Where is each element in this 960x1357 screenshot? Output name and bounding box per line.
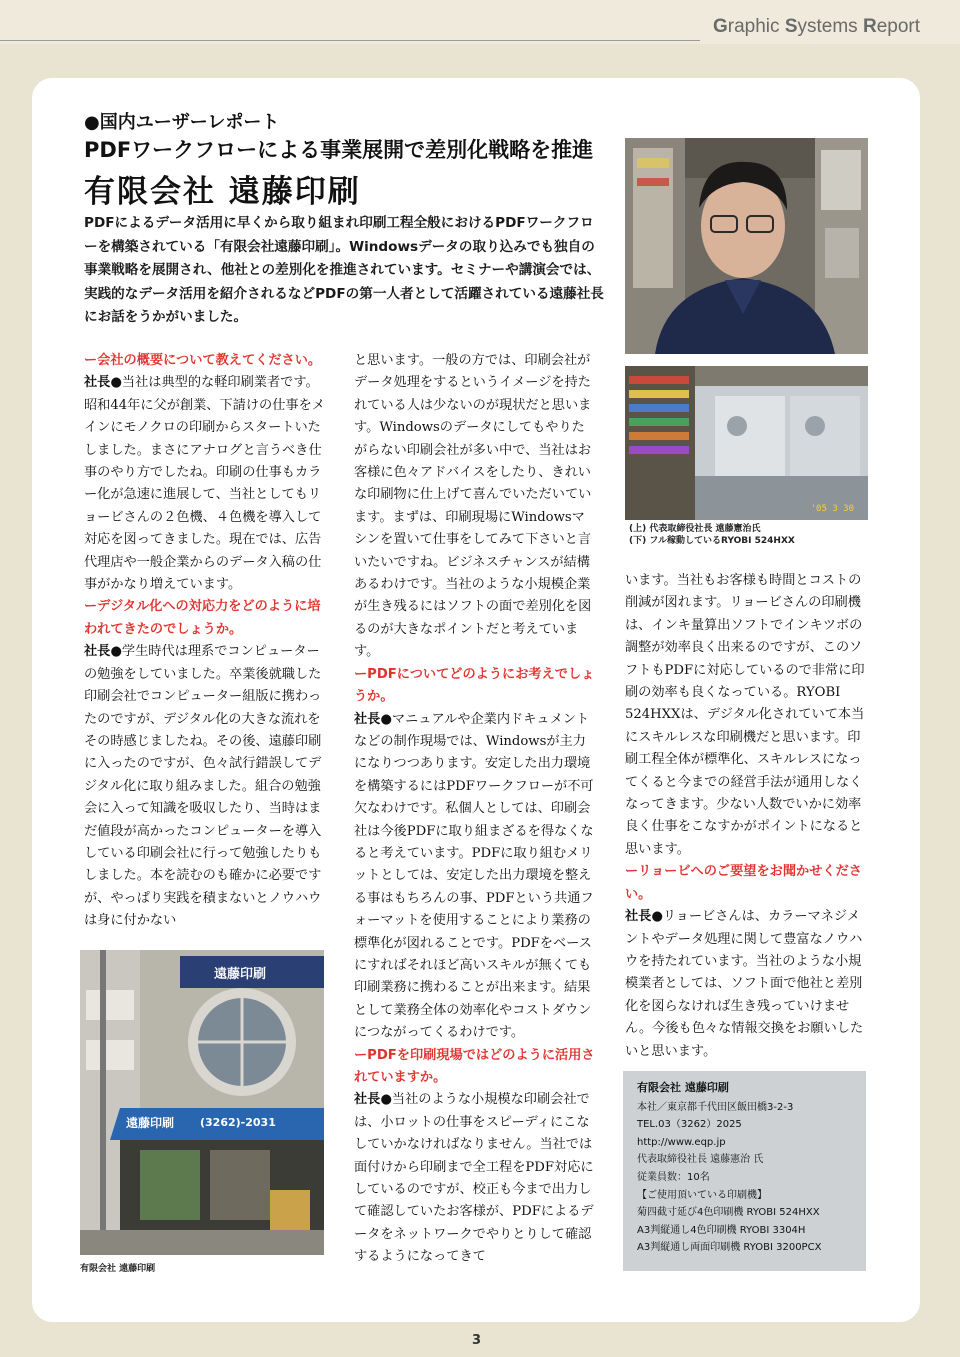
speaker-label: 社長●: [354, 711, 392, 727]
date-stamp: '05 3 30: [810, 504, 854, 514]
question-heading: ーデジタル化への対応力をどのように培われてきたのでしょうか。: [84, 599, 321, 637]
publication-title: Graphic Systems Report: [713, 16, 920, 37]
info-press-item: 菊四截寸延び4色印刷機 RYOBI 524HXX: [637, 1207, 820, 1219]
info-url: http://www.eqp.jp: [637, 1136, 726, 1148]
answer-paragraph: います。当社もお客様も時間とコストの削減が図れます。リョービさんの印刷機は、インキ量算出ソフトでインキツボの調整が効率良く出来るのですが、このソフトもPDFに対応しているので非常に印刷の効率も良くなっている。RYOBI 524HXXは、デジタル化されていて本当にスキルレスな印刷機だと思います。印刷工程全体が標準化、スキルレスになってくると今までの経営手法が通用しなくなってきます。少ない人数でいかに効率良く仕事をこなすかがポイントになると思います。: [625, 573, 865, 857]
info-employees: 従業員数：10名: [637, 1171, 710, 1183]
answer-paragraph: 社長●学生時代は理系でコンピューターの勉強をしていました。卒業後就職した印刷会社でコンピューター組版に携わったのですが、デジタル化の大きな流れをその時感じましたね。その後、遠藤印刷に入ったのですが、色々試行錯誤してデジタル化に取り組みました。組合の勉強会に入って知識を吸収したり、当時はまだ値段が高かったコンピューターを導入している印刷会社に行って勉強したりもしました。本を読むのも確かに必要ですが、やっぱり実践を積まないとノウハウは身に付かない: [84, 644, 322, 929]
photo-caption-bottom: (下) フル稼動しているRYOBI 524HXX: [629, 536, 795, 546]
info-company-name: 有限会社 遠藤印刷: [637, 1081, 729, 1094]
info-press-heading: 【ご使用頂いている印刷機】: [637, 1189, 767, 1201]
speaker-label: 社長●: [84, 375, 122, 391]
speaker-label: 社長●: [354, 1092, 392, 1108]
question-heading: ー会社の概要について教えてください。: [84, 353, 322, 368]
article-subtitle: PDFワークフローによる事業展開で差別化戦略を推進: [84, 138, 594, 162]
answer-paragraph: と思います。一般の方では、印刷会社がデータ処理をするというイメージを持たれている人は少ないのが現状だと思います。Windowsのデータにしてもやりたがらない印刷会社が多い中で、当社はお客様に色々アドバイスをしたり、きれいな印刷物に仕上げて喜んでいただいています。まずは、印刷現場にWindowsマシンを置いて仕事をしてみて下さいと言いたいですね。ビジネスチャンスが結構あるわけです。当社のような小規模企業が生き残るにはソフトの面で差別化を図るのが大きなポイントだと考えています。: [354, 353, 592, 660]
lead-paragraph: PDFによるデータ活用に早くから取り組まれ印刷工程全般におけるPDFワークフローを構築されている「有限会社遠藤印刷」。Windowsデータの取り込みでも独自の事業戦略を展開され、他社との差別化を推進されています。セミナーや講演会では、実践的なデータ活用を紹介されるなどPDFの第一人者として活躍されている遠藤社長にお話をうかがいました。: [84, 215, 604, 325]
question-heading: ーPDFを印刷現場ではどのように活用されていますか。: [354, 1047, 595, 1085]
answer-paragraph: 社長●当社は典型的な軽印刷業者です。昭和44年に父が創業、下請けの仕事をメインにモノクロの印刷からスタートいたしました。まさにアナログと言うべき仕事のやり方でしたね。印刷の仕事もカラー化が急速に進展して、当社としてもリョービさんの２色機、４色機を導入して対応を図ってきました。現在では、広告代理店や一般企業からのデータ入稿の仕事がかなり増えています。: [84, 375, 325, 593]
store-sign-text: 遠藤印刷: [214, 967, 267, 982]
president-portrait-photo: [625, 138, 868, 354]
question-heading: ーPDFについてどのようにお考えでしょうか。: [354, 666, 595, 705]
page-number: 3: [472, 1333, 482, 1348]
article-column-3: [625, 570, 869, 1063]
answer-paragraph: 社長●リョービさんは、カラーマネジメントやデータ処理に関して豊富なノウハウを持たれています。当社のような小規模業者としては、ソフト面で他社と差別化を図らなければ生き残っていけません。今後も色々な情報交換をお願いしたいと思います。: [625, 909, 864, 1059]
info-press-item: A3判縦通し両面印刷機 RYOBI 3200PCX: [637, 1242, 822, 1254]
question-heading: ーリョービへのご要望をお聞かせください。: [625, 864, 862, 902]
answer-paragraph: 社長●当社のような小規模な印刷会社では、小ロットの仕事をスピーディにこなしていかなければなりません。当社では面付けから印刷まで全工程をPDF対応にしているのですが、校正も今まで出力して確認していたお客様が、PDFによるデータをネットワークでやりとりして確認するようになってきて: [354, 1092, 594, 1265]
info-tel: TEL.03（3262）2025: [637, 1119, 742, 1131]
company-title: 有限会社 遠藤印刷: [84, 174, 361, 210]
store-phone-text: (3262)-2031: [200, 1116, 276, 1129]
storefront-caption: 有限会社 遠藤印刷: [80, 1264, 156, 1274]
info-president: 代表取締役社長 遠藤憲治 氏: [637, 1154, 764, 1166]
speaker-label: 社長●: [625, 909, 663, 925]
speaker-label: 社長●: [84, 644, 122, 660]
store-awning-text: 遠藤印刷: [126, 1116, 175, 1130]
section-label: ●国内ユーザーレポート: [84, 112, 280, 133]
info-address: 本社／東京都千代田区飯田橋3-2-3: [637, 1101, 794, 1113]
photo-caption-top: (上) 代表取締役社長 遠藤憲治氏: [629, 524, 761, 534]
company-info-box: [623, 1071, 866, 1271]
article-column-2: [354, 350, 598, 1269]
article-column-1: [84, 350, 326, 933]
header-rule: [0, 40, 700, 41]
printing-press-photo: [625, 366, 868, 520]
info-press-item: A3判縦通し4色印刷機 RYOBI 3304H: [637, 1224, 806, 1236]
answer-paragraph: 社長●マニュアルや企業内ドキュメントなどの制作現場では、Windowsが主力になりつつあります。安定した出力環境を構築するにはPDFワークフローが不可欠なわけです。私個人としては、印刷会社は今後PDFに取り組まざるを得なくなると考えています。PDFに取り組むメリットとしては、安定した出力環境を整える事はもちろんの事、PDFという共通フォーマットを使用することにより業務の標準化が図れることです。PDFをベースにすればそれほど高いスキルが無くても印刷業務に携わることが出来ます。結果として業務全体の効率化やコストダウンにつながってくるわけです。: [354, 711, 594, 1041]
storefront-photo: [80, 950, 324, 1255]
